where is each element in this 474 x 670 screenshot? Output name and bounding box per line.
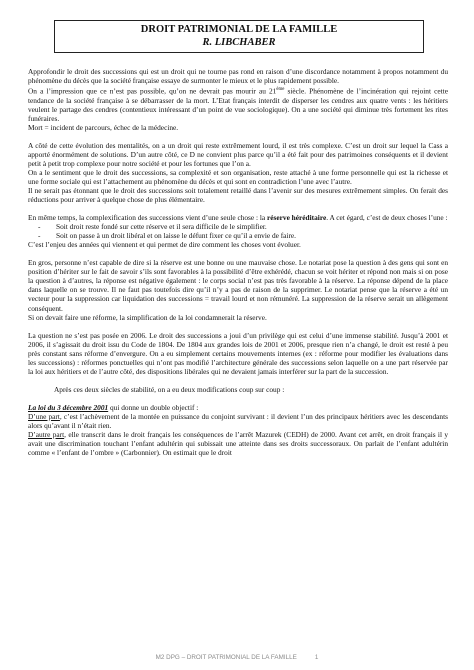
bullet-dash: - (38, 222, 41, 232)
paragraph: Si on devait faire une réforme, la simplification de la loi condamnerait la réserve. (28, 312, 267, 322)
paragraph: En même temps, la complexification des successions vient d’une seule chose : la réserve héréditaire. A cet égard, c’est de deux choses l’une : (28, 213, 448, 223)
list-item: - Soit droit reste fondé sur cette réserve et il sera difficile de le simplifier. (28, 222, 448, 231)
list-item: - Soit on passe à un droit libéral et on laisse le défunt fixer ce qu’il a envie de faire. (28, 231, 448, 240)
footer-text: M2 DPG – DROIT PATRIMONIAL DE LA FAMILLE (155, 654, 297, 661)
paragraph: C’est l’enjeu des années qui viennent et qui permet de dire comment les choses vont évoluer. (28, 240, 301, 250)
paragraph: On a le sentiment que le droit des successions, sa complexité et son organisation, reste attaché à une forme personnelle qui est la richesse et une forme sociale qui est l’attachement au phénomène du décès et qui sont en contradiction l’une avec l’autre. (28, 167, 448, 186)
paragraph: La question ne s’est pas posée en 2006. Le droit des successions a joui d’un privilège qui est celui d’une immense stabilité. Jusqu’à 2001 et 2006, il s’agissait du droit issu du Code de 1804. De 1804 aux grandes lois de 2001 et 2006, presque rien n’a changé, le droit est resté à peu près constant sans réforme d’envergure. On a eu simplement certains mouvements internes (ex : réforme pour modifier les évaluations dans les successions) : réformes ponctuelles qui n’ont pas modifié l’architecture générale des successions selon laquelle on a une part réservée par la loi aux héritiers et de l’autre côté, des dispositions libérales qui ne devaient jamais interférer sur la part de la succession. (28, 330, 448, 376)
paragraph: D’une part, c’est l’achèvement de la montée en puissance du conjoint survivant : il devient l’un des principaux héritiers avec les descendants alors qu’avant il n’était rien. (28, 411, 449, 430)
page-title: DROIT PATRIMONIAL DE LA FAMILLE (140, 24, 338, 35)
paragraph: Après ces deux siècles de stabilité, on a eu deux modifications coup sur coup : (54, 384, 285, 394)
paragraph: Mort = incident de parcours, échec de la médecine. (28, 122, 179, 132)
paragraph: A côté de cette évolution des mentalités, on a un droit qui reste extrêmement lourd, il est très complexe. C’est un droit sur lequel la Cass a apporté énormément de solutions. D’un autre côté, ce D ne convient plus parce qu’il a été fait pour des patrimoines conséquents et il devient petit à petit trop complexe pour notre société et pour les fortunes que l’on a. (28, 140, 448, 168)
emphasis-reserve: réserve héréditaire (267, 213, 327, 223)
paragraph: Approfondir le droit des successions qui est un droit qui ne tourne pas rond en raison d’une discordance notamment à propos notamment du phénomène du décès que la société française essaye de surmonter le mieux et le plus rapidement possible. (28, 67, 448, 86)
paragraph: La loi du 3 décembre 2001 qui donne un double objectif : (28, 402, 199, 412)
paragraph: D’autre part, elle transcrit dans le droit français les conséquences de l’arrêt Mazurek (CEDH) de 2000. Avant cet arrêt, en droit français il y avait une discrimination touchant l’enfant adultérin qui subissait une atteinte dans ses droits successoraux. On parlait de l’enfant adultérin comme « l’enfant de l’ombre » (Carbonnier). On estimait que le droit (28, 430, 448, 458)
page-footer (0, 654, 474, 661)
document-body (28, 67, 448, 457)
author-name: R. LIBCHABER (202, 37, 276, 48)
bullet-dash: - (38, 231, 41, 241)
section-heading-loi-2001: La loi du 3 décembre 2001 (28, 402, 109, 412)
paragraph: Il ne serait pas étonnant que le droit des successions soit totalement retaillé dans l’avenir sur des mesures extrêmement simples. On ferait des réductions pour arriver à quelque chose de plus élémentaire. (28, 186, 448, 205)
title-box (54, 20, 424, 53)
paragraph: En gros, personne n’est capable de dire si la réserve est une bonne ou une mauvaise chose. Le notariat pose la question à des gens qui sont en position d’hériter sur le fait de savoir s’ils sont favorables à la possibilité d’être exhérédé, chacun se voit hériter et répond non mais si on pose la question à d’autres, la réponse est négative également : le corps social n’est pas très favorable à la réserve. La réponse dépend de la place dans laquelle on se trouve. Il ne faut pas toutefois dire qu’il n’y a pas de raison de la supprimer. Le notariat pense que la réserve a été un vecteur pour la suppression car liquidation des successions = travail lourd et non rémunéré. La suppression de la réserve serait un allègement conséquent. (28, 258, 448, 313)
page-number: 1 (314, 654, 319, 661)
paragraph: On a l’impression que ce n’est pas possible, qu’on ne devrait pas mourir au 21ème siècle. Phénomène de l’incinération qui rejoint cette tendance de la société française à se débarrasser de la mort. L’Etat français interdit de disperser les cendres aux quatre vents : les héritiers veulent le partage des cendres (contentieux intéressant d’un point de vue sociologique). On a une société qui diminue très fortement les rites funéraires. (28, 86, 448, 123)
